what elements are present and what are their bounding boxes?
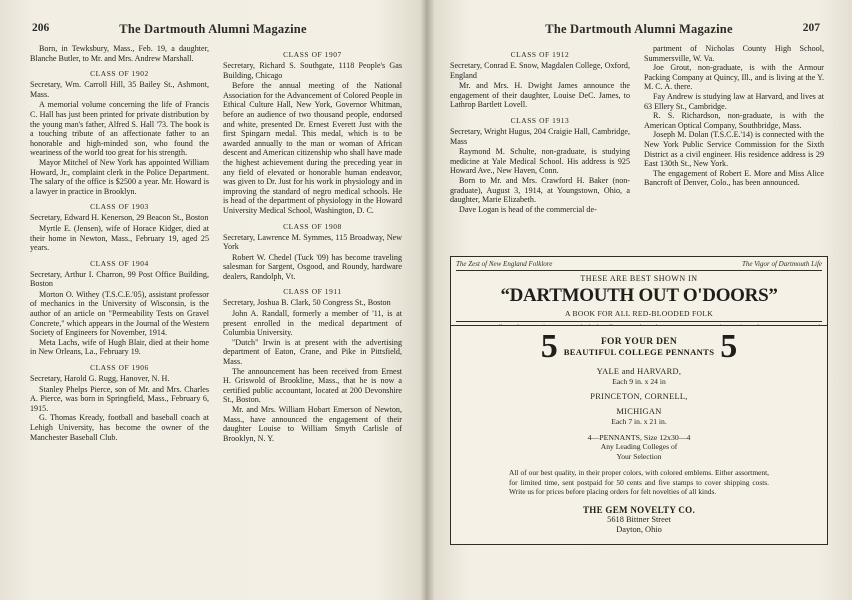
paragraph: Born, in Tewksbury, Mass., Feb. 19, a daughter, Blanche Butler, to Mr. and Mrs. Andrew Marshall. xyxy=(30,44,209,63)
right-page xyxy=(426,0,852,600)
secretary-line: Secretary, Conrad E. Snow, Magdalen College, Oxford, England xyxy=(450,61,630,80)
secretary-line: Secretary, Arthur I. Charron, 99 Post Office Building, Boston xyxy=(30,269,209,289)
ad-line: YALE and HARVARD, xyxy=(596,367,682,376)
paragraph: Dave Logan is head of the commercial de- xyxy=(459,204,597,214)
paragraph: John A. Randall, formerly a member of '11, is at present enrolled in the medical department of Columbia University. xyxy=(223,309,402,338)
paragraph: Stanley Phelps Pierce, son of Mr. and Mrs. Charles A. Pierce, was born in Springfield, Mass., February 6, 1915. xyxy=(30,384,209,413)
class-heading: CLASS OF 1912 xyxy=(510,50,570,59)
ad-line: Each 7 in. x 21 in. xyxy=(611,417,667,426)
paragraph: Myrtle E. (Jensen), wife of Horace Kidger, died at their home in Newton, Mass., February 19, aged 25 years. xyxy=(30,223,209,253)
paragraph: partment of Nicholas County High School, Summersville, W. Va. xyxy=(644,44,824,63)
class-heading: CLASS OF 1902 xyxy=(90,69,149,79)
right-folio: 207 xyxy=(802,22,820,34)
paragraph: A memorial volume concerning the life of Francis C. Hall has just been printed for private distribution by the young man's father, Alfred S. Hall '73. The book is a touching tribute of an affectionate father to an honorable and high-minded son, who found the weariness of the world too great for his strength. xyxy=(30,100,209,158)
ad-dash-line: Your Selection xyxy=(616,452,662,461)
left-column-2 xyxy=(223,44,402,443)
numeral-five-left: 5 xyxy=(540,328,558,365)
ad-address-line-2: Dayton, Ohio xyxy=(616,525,662,535)
ad-line: Each 9 in. x 24 in xyxy=(612,377,666,386)
numeral-five-right: 5 xyxy=(720,328,738,365)
paragraph: Robert W. Chedel (Tuck '09) has become traveling salesman for Sargent, Osgood, and Roundy, hardware dealers, Randolph, Vt. xyxy=(223,252,402,281)
secretary-line: Secretary, Wright Hugus, 204 Craigie Hall, Cambridge, Mass xyxy=(450,126,630,146)
paragraph: Joe Grout, non-graduate, is with the Armour Packing Company at Quincy, Ill., and is living at the Y. M. C. A. there. xyxy=(644,63,824,92)
left-running-head: The Dartmouth Alumni Magazine xyxy=(119,22,307,36)
paragraph: Raymond M. Schulte, non-graduate, is studying medicine at Yale Medical School. His address is 925 Howard Ave., New Haven, Conn. xyxy=(450,147,630,176)
ad-subtitle: A BOOK FOR ALL RED-BLOODED FOLK xyxy=(564,309,714,318)
left-columns xyxy=(30,44,402,443)
secretary-line: Secretary, Richard S. Southgate, 1118 People's Gas Building, Chicago xyxy=(223,61,402,80)
ad-headline-sub: BEAUTIFUL COLLEGE PENNANTS xyxy=(563,347,715,357)
ad-headline-row xyxy=(457,328,821,365)
ad-tagline-right: The Vigor of Dartmouth Life xyxy=(742,260,822,268)
secretary-line: Secretary, Wm. Carroll Hill, 35 Bailey St., Ashmont, Mass. xyxy=(30,80,209,99)
paragraph: Mr. and Mrs. William Hobart Emerson of Newton, Mass., have announced the engagement of their daughter Louise to William Smyth Carlisle of Brooklyn, N. Y. xyxy=(223,405,402,443)
ad-headline-top: FOR YOUR DEN xyxy=(600,337,678,347)
ad-tagline-row xyxy=(456,260,822,271)
paragraph: The engagement of Robert E. More and Miss Alice Bancroft of Denver, Colo., has been announced. xyxy=(644,168,824,188)
ad-line: PRINCETON, CORNELL, xyxy=(590,392,688,401)
class-heading: CLASS OF 1906 xyxy=(90,363,149,373)
paragraph: Morton O. Withey (T.S.C.E.'05), assistant professor of mechanics in the University of Wisconsin, is the author of an article on "Permeability Tests on Gravel Concrete," which appears in the Journal of the Western Society of Engineers for November, 1914. xyxy=(30,289,209,338)
class-heading: CLASS OF 1913 xyxy=(510,115,570,125)
ad-line: MICHIGAN xyxy=(616,407,662,416)
class-heading: CLASS OF 1908 xyxy=(283,221,342,231)
paragraph: Meta Lachs, wife of Hugh Blair, died at their home in New Orleans, La., February 19. xyxy=(30,337,209,357)
ad-tagline-left: The Zest of New England Folklore xyxy=(456,260,553,268)
paragraph: Mayor Mitchel of New York has appointed William Howard, Jr., complaint clerk in the Police Department. The salary of the office is $2500 a year. Mr. Howard is a lawyer in practice in Brooklyn. xyxy=(30,157,209,196)
paragraph: The announcement has been received from Ernest H. Griswold of Brookline, Mass., that he is now a certified public accountant, located at 200 Devonshire St., Boston. xyxy=(223,366,402,405)
right-running-head: The Dartmouth Alumni Magazine xyxy=(545,22,733,36)
ad-company-name: THE GEM NOVELTY CO. xyxy=(582,504,696,515)
paragraph: R. S. Richardson, non-graduate, is with the American Optical Company, Southbridge, Mass. xyxy=(644,111,824,130)
ad-address-line-1: 5618 Bittner Street xyxy=(607,514,671,524)
ad-line-1: THESE ARE BEST SHOWN IN xyxy=(580,274,698,283)
class-heading: CLASS OF 1907 xyxy=(283,50,342,59)
right-columns xyxy=(450,44,828,214)
ad-dash-line: 4—PENNANTS, Size 12x30—4 xyxy=(587,433,691,442)
paragraph: G. Thomas Kready, football and baseball coach at Lehigh University, has become the owner of the Manchester Baseball Club. xyxy=(30,413,209,442)
paragraph: Before the annual meeting of the National Association for the Advancement of Colored People in Ethical Culture Hall, New York, Governor Whitman, before an audience of two thousand people, endorsed and white, presented Dr. Ernest Everett Just with the first Spingarn medal. This medal, which is to be awarded annually to the man or woman of African descent and American citizenship who shall have made the highest achievement during the preceding year in any field of elevated or honorable human endeavor, was given to Dr. Just for his work in physiology and in improving the standard of negro medical schools. He is head of the department of physiology in the Howard University Medical School, Washington, D. C. xyxy=(223,81,402,215)
ad-title: “DARTMOUTH OUT O'DOORS” xyxy=(500,285,778,306)
paragraph: Born to Mr. and Mrs. Crawford H. Baker (non-graduate), August 3, 1914, at Youngstown, Ohio, a daughter, Marie Elizabeth. xyxy=(450,175,630,205)
secretary-line: Secretary, Edward H. Kenerson, 29 Beacon St., Boston xyxy=(30,213,209,223)
ad-gem-novelty-pennants[interactable] xyxy=(450,325,828,545)
ad-headline xyxy=(564,337,715,357)
ad-body-text: All of our best quality, in their proper colors, with colored emblems. Either assortment, for limited time, sent postpaid for 50 cents and five stamps to cover shipping costs. Write us for prices before placing orders for felt novelties of all kinds. xyxy=(509,468,769,497)
left-folio: 206 xyxy=(32,22,50,34)
secretary-line: Secretary, Joshua B. Clark, 50 Congress St., Boston xyxy=(223,298,391,308)
ad-dash-line: Any Leading Colleges of xyxy=(600,442,678,451)
left-column-1 xyxy=(30,44,209,443)
paragraph: Joseph M. Dolan (T.S.C.E.'14) is connected with the New York Public Service Commission for the Sixth District as a civil engineer. His residence address is 29 East 130th St., New York. xyxy=(644,130,824,169)
right-column-2 xyxy=(644,44,824,214)
secretary-line: Secretary, Harold G. Rugg, Hanover, N. H. xyxy=(30,374,170,384)
class-heading: CLASS OF 1903 xyxy=(90,202,149,212)
paragraph: Mr. and Mrs. H. Dwight James announce the engagement of their daughter, Louise DeC. James, to Lathrop Bartlett Lovell. xyxy=(450,81,630,110)
class-heading: CLASS OF 1904 xyxy=(90,258,149,268)
right-column-1 xyxy=(450,44,630,214)
paragraph: "Dutch" Irwin is at present with the advertising department of Eaton, Crane, and Pike in Pittsfield, Mass. xyxy=(223,337,402,367)
secretary-line: Secretary, Lawrence M. Symmes, 115 Broadway, New York xyxy=(223,232,402,252)
class-heading: CLASS OF 1911 xyxy=(283,287,342,297)
paragraph: Fay Andrew is studying law at Harvard, and lives at 63 Ellery St., Cambridge. xyxy=(644,91,824,111)
